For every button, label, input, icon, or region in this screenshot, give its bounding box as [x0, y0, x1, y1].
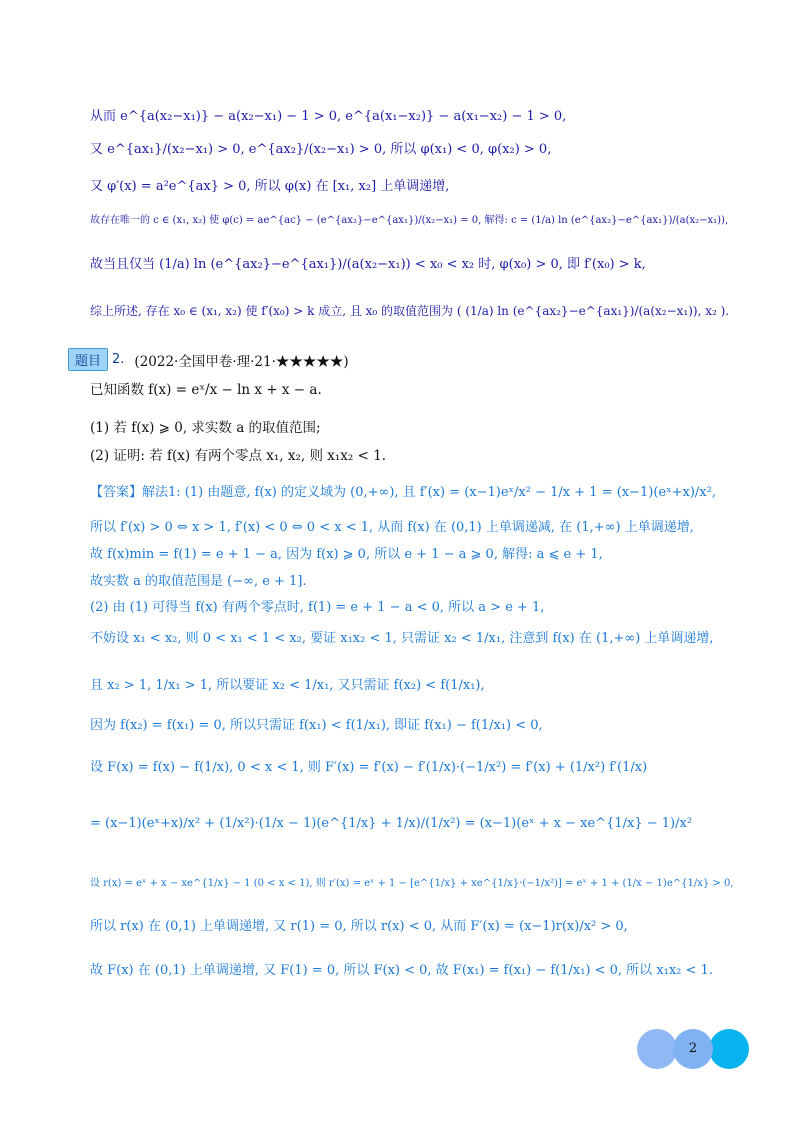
problem-tag: 题目 [68, 348, 108, 371]
answer-line-8: 因为 f(x₂) = f(x₁) = 0, 所以只需证 f(x₁) < f(1/x₁), 即证 f(x₁) − f(1/x₁) < 0, [90, 718, 543, 733]
answer-line-3: 故 f(x)min = f(1) = e + 1 − a, 因为 f(x) ⩾ 0, 所以 e + 1 − a ⩾ 0, 解得: a ⩽ e + 1, [90, 547, 603, 562]
answer-line-2: 所以 f′(x) > 0 ⇔ x > 1, f′(x) < 0 ⇔ 0 < x < 1, 从而 f(x) 在 (0,1) 上单调递减, 在 (1,+∞) 上单调递增, [90, 520, 694, 535]
answer-line-5: (2) 由 (1) 可得当 f(x) 有两个零点时, f(1) = e + 1 − a < 0, 所以 a > e + 1, [90, 600, 545, 615]
proof-line-2: 又 e^{ax₁}/(x₂−x₁) > 0, e^{ax₂}/(x₂−x₁) > 0, 所以 φ(x₁) < 0, φ(x₂) > 0, [90, 142, 552, 157]
proof-line-6: 综上所述, 存在 x₀ ∈ (x₁, x₂) 使 f′(x₀) > k 成立, 且 x₀ 的取值范围为 ( (1/a) ln (e^{ax₂}−e^{ax₁})/(a(x₂−x₁)), x₂ ). [90, 304, 730, 318]
answer-line-7: 且 x₂ > 1, 1/x₁ > 1, 所以要证 x₂ < 1/x₁, 又只需证 f(x₂) < f(1/x₁), [90, 678, 485, 693]
badge-circle-right [709, 1029, 749, 1069]
answer-line-10: = (x−1)(eˣ+x)/x² + (1/x²)·(1/x − 1)(e^{1/x} + 1/x)/(1/x²) = (x−1)(eˣ + x − xe^{1/x} − 1)/x² [90, 816, 693, 831]
problem-source: (2022·全国甲卷·理·21·★★★★★) [134, 353, 349, 370]
problem-header [68, 348, 349, 371]
answer-line-6: 不妨设 x₁ < x₂, 则 0 < x₁ < 1 < x₂, 要证 x₁x₂ < 1, 只需证 x₂ < 1/x₁, 注意到 f(x) 在 (1,+∞) 上单调递增, [90, 631, 714, 646]
page-number-badge [637, 1029, 755, 1069]
proof-line-1: 从而 e^{a(x₂−x₁)} − a(x₂−x₁) − 1 > 0, e^{a(x₁−x₂)} − a(x₁−x₂) − 1 > 0, [90, 109, 567, 124]
proof-line-3: 又 φ′(x) = a²e^{ax} > 0, 所以 φ(x) 在 [x₁, x₂] 上单调递增, [90, 179, 450, 194]
proof-line-4: 故存在唯一的 c ∈ (x₁, x₂) 使 φ(c) = ae^{ac} − (e^{ax₂}−e^{ax₁})/(x₂−x₁) = 0, 解得: c = (1/a) ln (e^{ax₂}−e^{ax₁})/(a(x₂−x₁)), [90, 215, 729, 226]
problem-q1: (1) 若 f(x) ⩾ 0, 求实数 a 的取值范围; [90, 420, 321, 436]
problem-stem: 已知函数 f(x) = eˣ/x − ln x + x − a. [90, 382, 322, 398]
answer-line-1: 【答案】解法1: (1) 由题意, f(x) 的定义域为 (0,+∞), 且 f′(x) = (x−1)eˣ/x² − 1/x + 1 = (x−1)(eˣ+x)/x², [90, 485, 716, 500]
problem-number: 2. [112, 352, 125, 367]
problem-q2: (2) 证明: 若 f(x) 有两个零点 x₁, x₂, 则 x₁x₂ < 1. [90, 448, 387, 464]
answer-line-12: 所以 r(x) 在 (0,1) 上单调递增, 又 r(1) = 0, 所以 r(x) < 0, 从而 F′(x) = (x−1)r(x)/x² > 0, [90, 919, 628, 934]
answer-line-11: 设 r(x) = eˣ + x − xe^{1/x} − 1 (0 < x < 1), 则 r′(x) = eˣ + 1 − [e^{1/x} + xe^{1/x}·(−1/x²)] = eˣ + 1 + (1/x − 1)e^{1/x} > 0, [90, 878, 734, 889]
answer-line-13: 故 F(x) 在 (0,1) 上单调递增, 又 F(1) = 0, 所以 F(x) < 0, 故 F(x₁) = f(x₁) − f(1/x₁) < 0, 所以 x₁x₂ < 1. [90, 963, 713, 978]
answer-line-9: 设 F(x) = f(x) − f(1/x), 0 < x < 1, 则 F′(x) = f′(x) − f′(1/x)·(−1/x²) = f′(x) + (1/x²) f′(1/x) [90, 760, 648, 775]
answer-line-4: 故实数 a 的取值范围是 (−∞, e + 1]. [90, 574, 307, 589]
proof-line-5: 故当且仅当 (1/a) ln (e^{ax₂}−e^{ax₁})/(a(x₂−x₁)) < x₀ < x₂ 时, φ(x₀) > 0, 即 f′(x₀) > k, [90, 257, 646, 272]
badge-circle-left [637, 1029, 677, 1069]
page-number: 2 [688, 1041, 698, 1056]
